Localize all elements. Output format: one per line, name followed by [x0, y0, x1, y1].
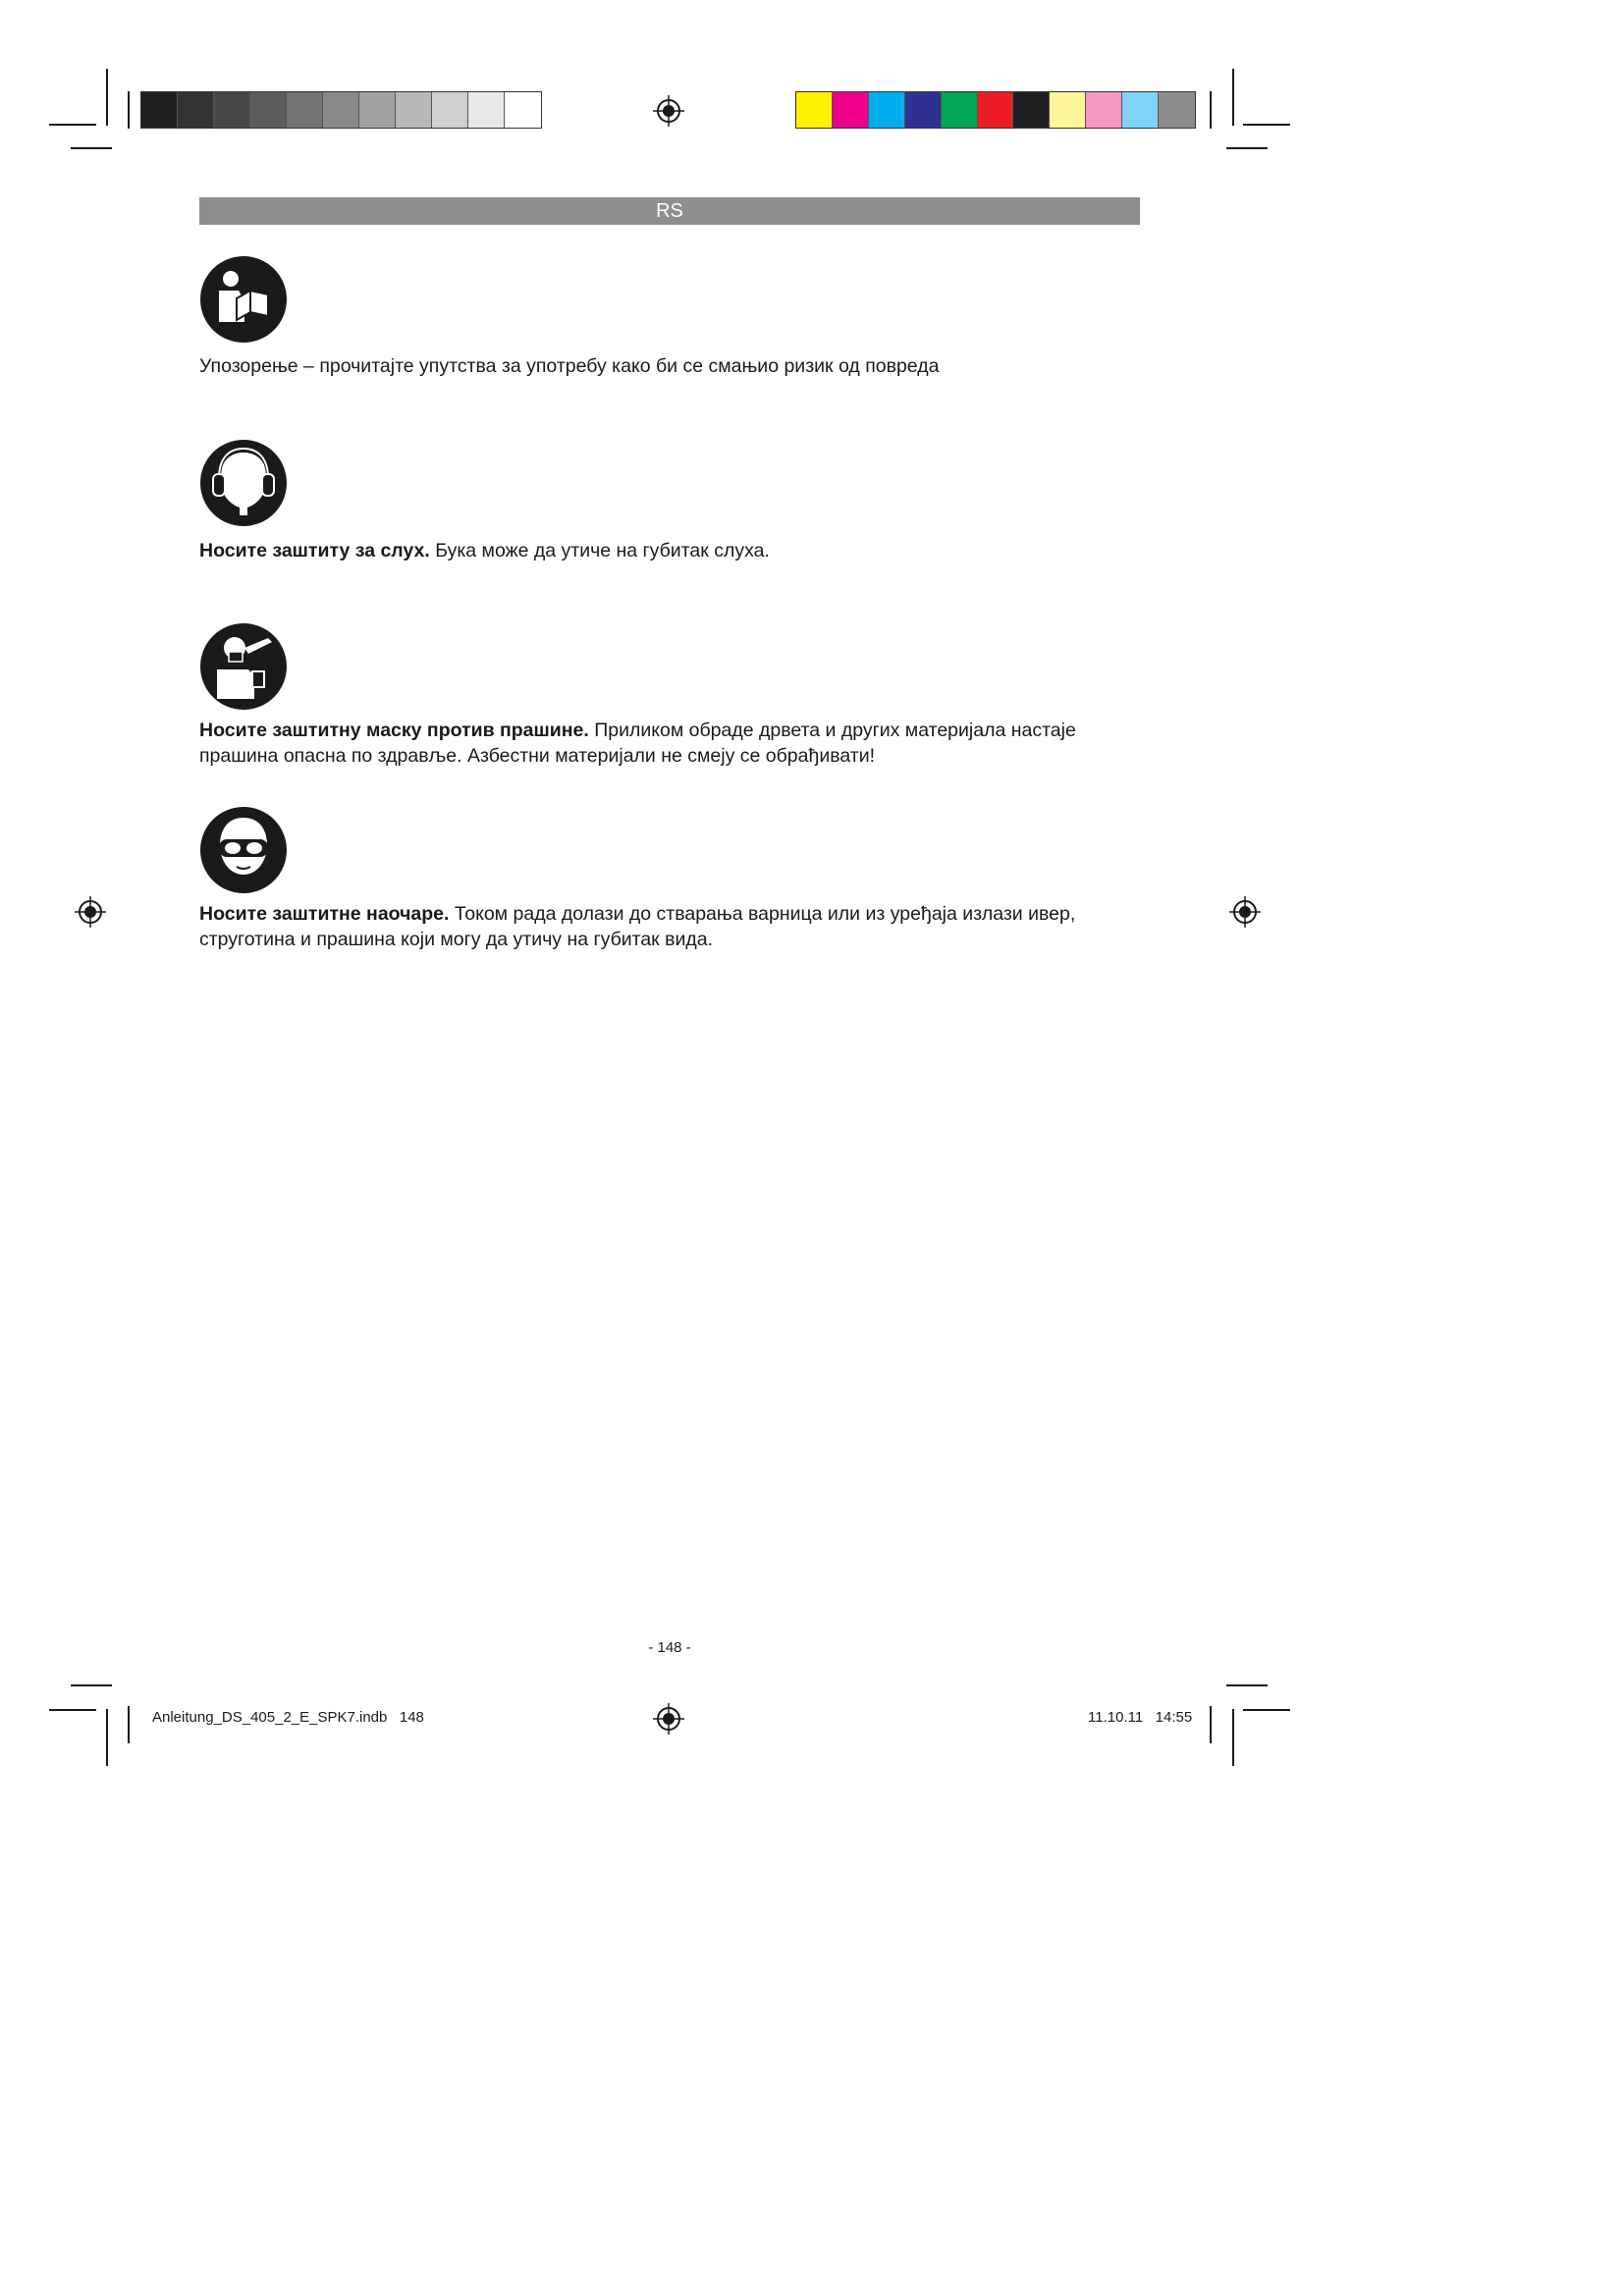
color-swatch [396, 92, 432, 128]
file-slug: Anleitung_DS_405_2_E_SPK7.indb 148 [152, 1709, 424, 1726]
color-swatch [505, 92, 541, 128]
color-swatch [250, 92, 287, 128]
registration-mark-icon [74, 895, 107, 929]
safety-text-read-manual [199, 353, 1142, 379]
color-swatch [978, 92, 1014, 128]
color-swatch [287, 92, 323, 128]
color-swatch [468, 92, 505, 128]
crop-mark [1232, 1709, 1234, 1766]
crop-mark [1243, 1709, 1290, 1711]
crop-mark [106, 1709, 108, 1766]
crop-mark [1226, 147, 1268, 149]
crop-mark [128, 91, 130, 129]
safety-text-ear-protection [199, 538, 1142, 563]
crop-mark [128, 1706, 130, 1743]
safety-goggles-icon [199, 806, 288, 894]
color-swatch [178, 92, 214, 128]
safety-text-body: Упозорење – прочитајте упутства за употребу како би се смањио ризик од повреда [199, 355, 940, 377]
color-swatch [141, 92, 178, 128]
safety-text-safety-goggles [199, 901, 1142, 952]
color-swatch [432, 92, 468, 128]
color-swatch [1050, 92, 1086, 128]
crop-mark [71, 1684, 112, 1686]
registration-mark-icon [652, 94, 685, 128]
safety-text-dust-mask [199, 718, 1142, 769]
crop-mark [49, 1709, 96, 1711]
color-swatch [796, 92, 833, 128]
crop-mark [106, 69, 108, 126]
registration-mark-icon [1228, 895, 1262, 929]
crop-mark [71, 147, 112, 149]
crop-mark [1226, 1684, 1268, 1686]
crop-mark [1210, 91, 1212, 129]
registration-mark-icon [652, 1702, 685, 1735]
color-swatch [359, 92, 396, 128]
language-header: RS [199, 197, 1140, 225]
color-swatch [1159, 92, 1195, 128]
color-swatch [942, 92, 978, 128]
color-swatch [1086, 92, 1122, 128]
color-swatch [1013, 92, 1050, 128]
safety-text-bold: Носите заштитну маску против прашине. [199, 720, 589, 741]
crop-mark [49, 124, 96, 126]
grayscale-color-bar [140, 91, 542, 129]
color-swatch [1122, 92, 1159, 128]
color-swatch [323, 92, 359, 128]
crop-mark [1210, 1706, 1212, 1743]
color-swatch [905, 92, 942, 128]
color-swatch [833, 92, 869, 128]
print-date-time: 11.10.11 14:55 [1088, 1709, 1193, 1726]
crop-mark [1232, 69, 1234, 126]
safety-text-bold: Носите заштиту за слух. [199, 540, 430, 561]
process-color-bar [795, 91, 1196, 129]
safety-text-body: Током рада долази до стварања варница или из уређаја излази ивер, струготина и прашина који могу да утичу на губитак вида. [199, 903, 1076, 950]
safety-text-body: Приликом обраде дрвета и других материјала настаје прашина опасна по здравље. Азбестни материјали не смеју се обрађивати! [199, 720, 1076, 767]
page-number: - 148 - [648, 1639, 691, 1656]
color-swatch [214, 92, 250, 128]
safety-text-bold: Носите заштитне наочаре. [199, 903, 450, 925]
read-manual-icon [199, 255, 288, 344]
color-swatch [869, 92, 905, 128]
ear-protection-icon [199, 439, 288, 527]
safety-text-body: Бука може да утиче на губитак слуха. [429, 540, 770, 561]
crop-mark [1243, 124, 1290, 126]
dust-mask-icon [199, 622, 288, 711]
